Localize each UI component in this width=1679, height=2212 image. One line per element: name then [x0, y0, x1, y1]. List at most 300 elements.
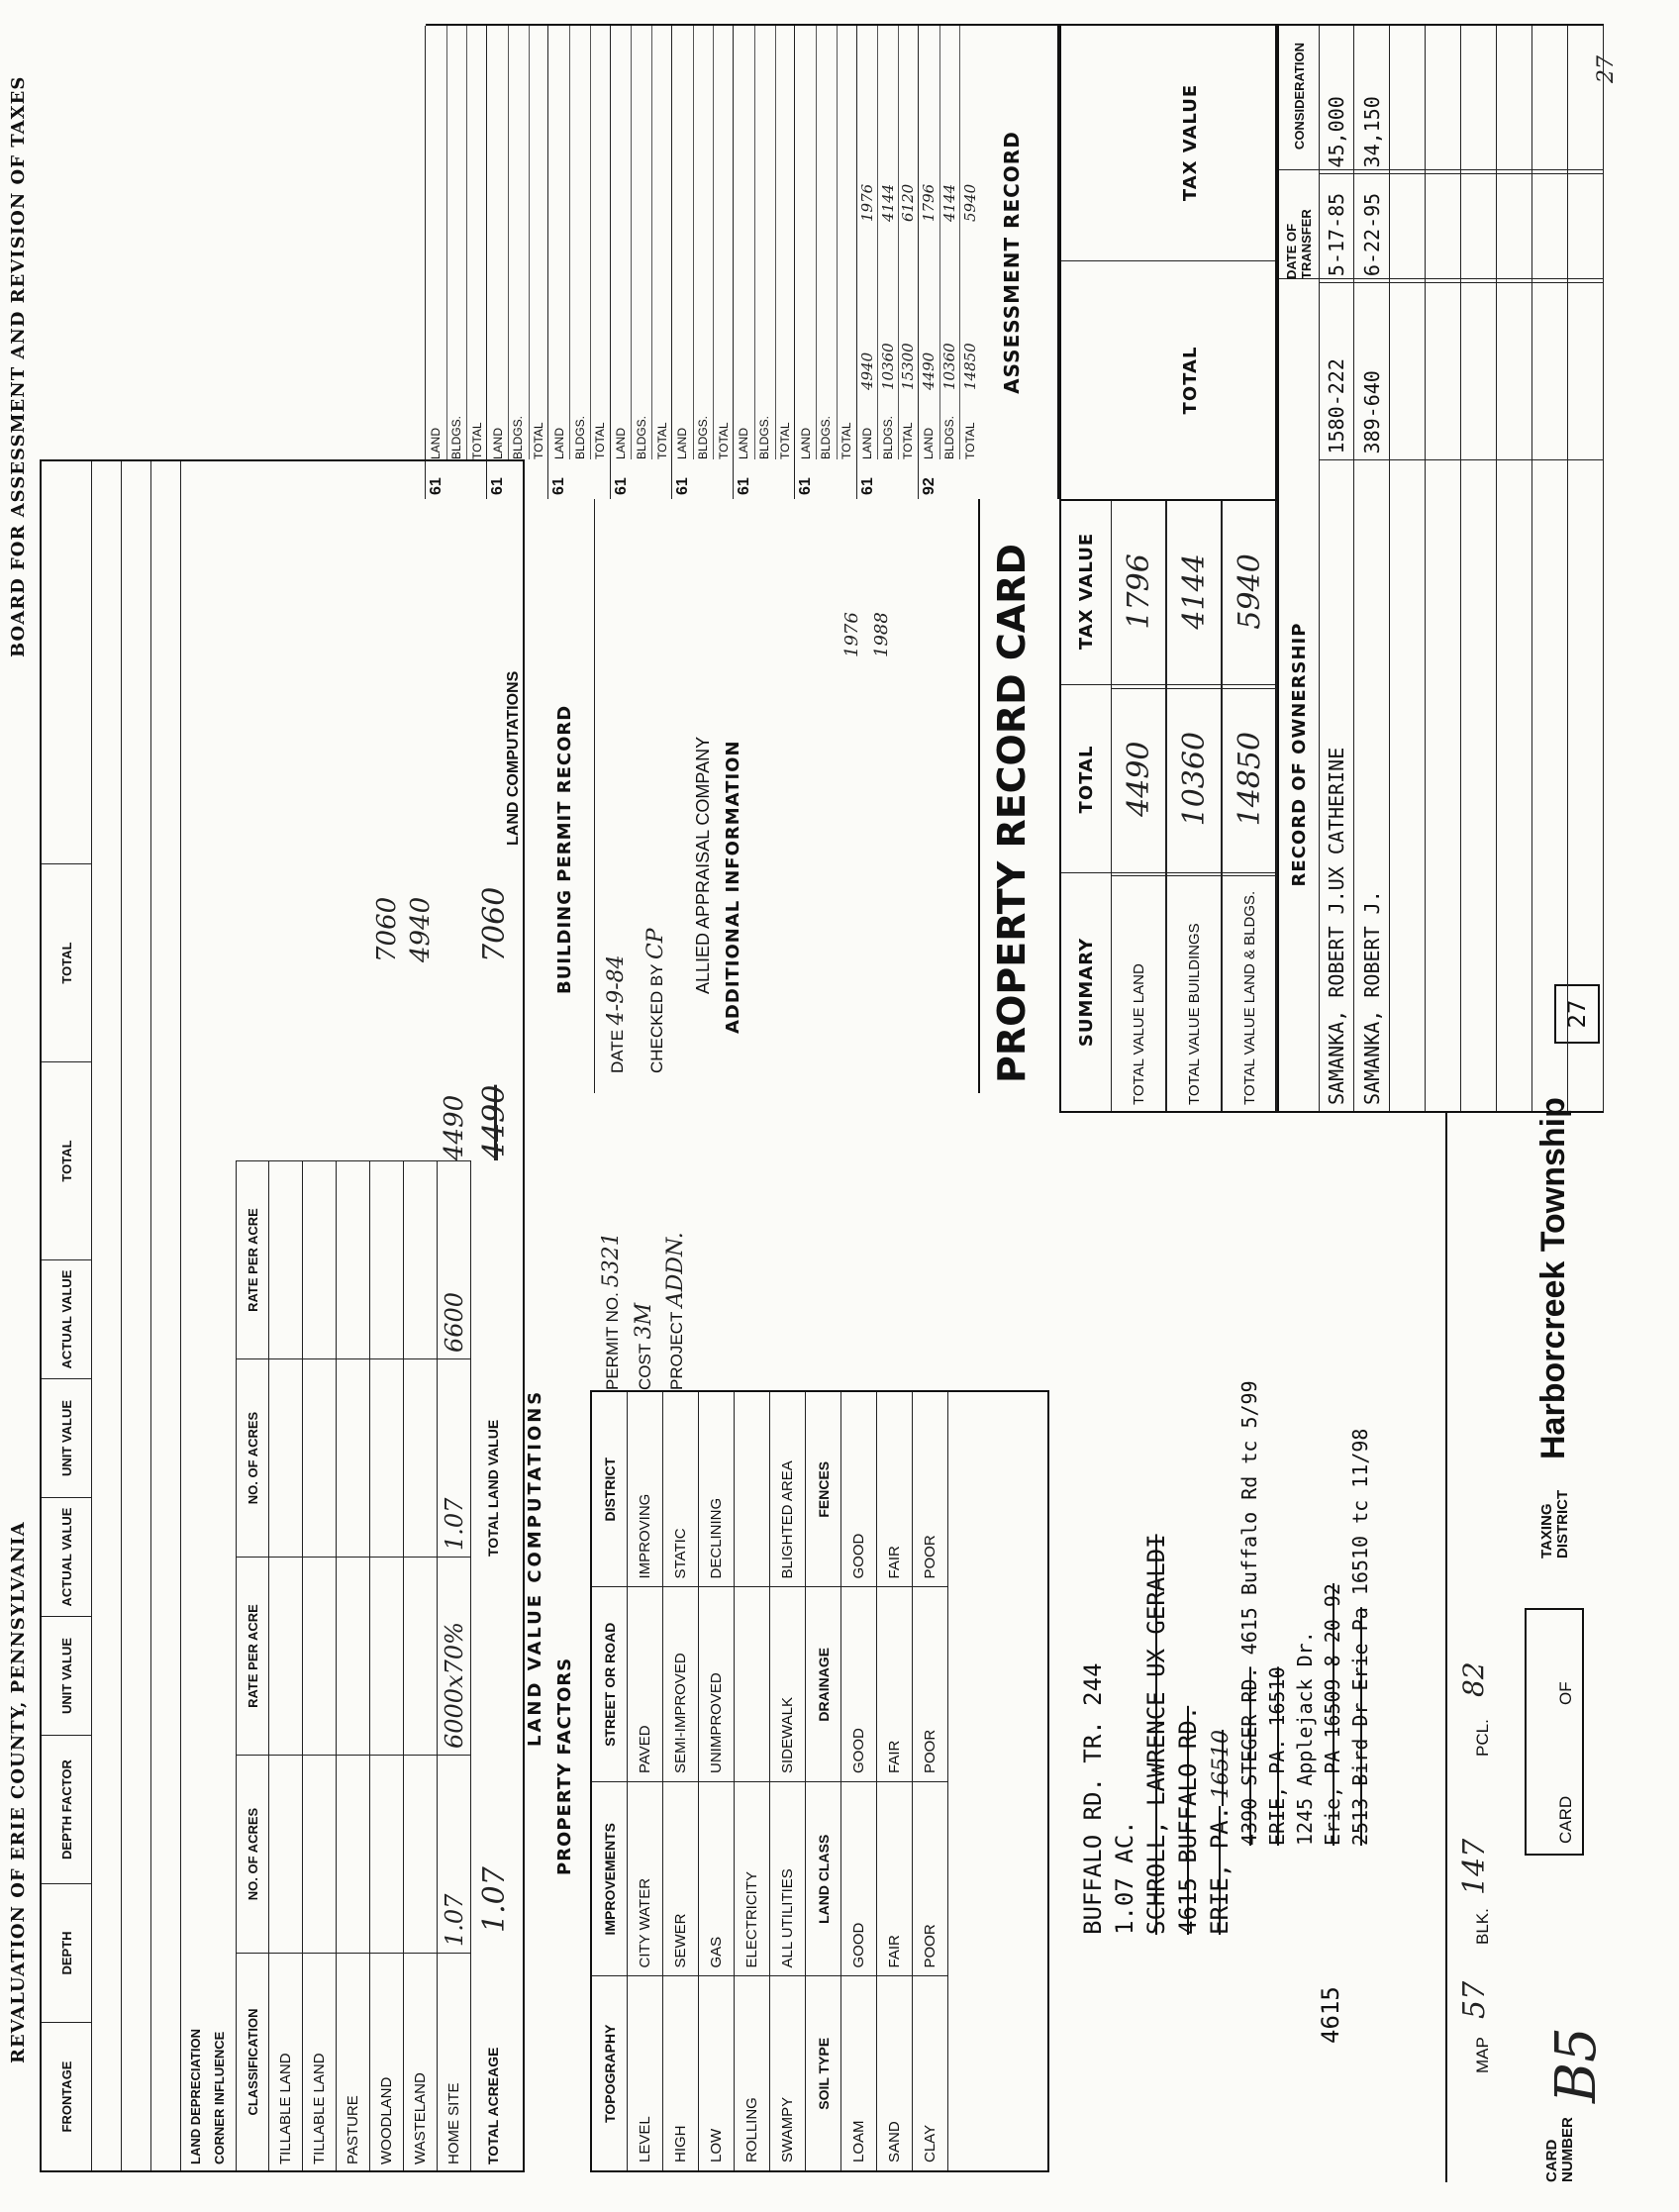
address-lines — [1079, 1123, 1376, 1935]
assessment-value: 4490 — [920, 352, 938, 390]
assessment-line-label: LAND — [551, 427, 566, 459]
acre-value — [269, 1160, 303, 1358]
assessment-tax: 1976 — [857, 183, 876, 222]
acre-value — [404, 1358, 438, 1557]
frontage-header: UNIT VALUE — [42, 1378, 91, 1497]
assessment-line-label: TOTAL — [654, 422, 669, 459]
pf-item: SIDEWALK — [770, 1587, 806, 1782]
address-subline — [1237, 1123, 1265, 1935]
consideration: 45,000 — [1325, 96, 1348, 168]
acre-row-label: HOME SITE — [438, 1953, 471, 2170]
assessment-line — [466, 26, 487, 459]
address-subline — [1321, 1123, 1348, 1935]
frontage-header: TOTAL — [42, 863, 91, 1061]
assessment-line-label: TOTAL — [777, 422, 792, 459]
assessment-line-label: TOTAL — [532, 422, 546, 459]
pf-header: STREET OR ROAD — [592, 1587, 628, 1782]
ownership-row — [1568, 26, 1604, 1111]
consideration — [1426, 26, 1460, 173]
summary-row-label: TOTAL VALUE BUILDINGS — [1167, 875, 1221, 1111]
consideration — [1390, 26, 1425, 173]
assessment-line-label: LAND — [614, 427, 629, 459]
assessment-line-label: BLDGS. — [757, 415, 772, 459]
assessment-year: 61 — [612, 477, 630, 495]
pf-header: IMPROVEMENTS — [592, 1781, 628, 1976]
acre-value: 1.07 — [438, 1358, 471, 1557]
ownership-row — [1354, 26, 1390, 1111]
land-computations-label: LAND COMPUTATIONS — [505, 670, 522, 846]
land-value-title: LAND VALUE COMPUTATIONS — [525, 1388, 545, 1747]
card-label: CARD — [1556, 1795, 1575, 1844]
deed-book — [1461, 282, 1496, 459]
summary-total-label: TOTAL — [1075, 745, 1097, 814]
address-line: 4615 BUFFALO RD. — [1174, 1705, 1202, 1935]
ownership-row — [1497, 26, 1532, 1111]
zip-note: 16510 — [1209, 1729, 1234, 1806]
assessment-year: 61 — [550, 477, 568, 495]
card-number-label: CARD NUMBER — [1543, 2117, 1576, 2182]
pf-item: LEVEL — [628, 1976, 663, 2171]
assessment-line-label: LAND — [798, 427, 813, 459]
assessment-line-label: TOTAL — [593, 422, 608, 459]
map-value: 57 — [1457, 1980, 1492, 2019]
acre-value — [303, 1160, 337, 1358]
pf-item: ALL UTILITIES — [770, 1781, 806, 1976]
pf-header: LAND CLASS — [806, 1781, 841, 1976]
assessment-tax: 6120 — [899, 183, 918, 222]
blk-label: BLK. — [1473, 1908, 1492, 1945]
assessment-rows — [426, 26, 980, 499]
additional-info-title: ADDITIONAL INFORMATION — [723, 740, 743, 1034]
pf-item: IMPROVING — [628, 1392, 663, 1587]
acre-total-2: 4940 — [406, 896, 436, 962]
deed-book: 1580-222 — [1320, 282, 1353, 459]
blk-value: 147 — [1457, 1838, 1492, 1895]
address-block — [1069, 1113, 1445, 2153]
pf-item: GOOD — [841, 1587, 877, 1782]
acre-value — [269, 1358, 303, 1557]
corner-mark: 27 — [1594, 55, 1619, 83]
acre-total-1: 4490 — [440, 1094, 469, 1160]
property-factors — [554, 1390, 1049, 2172]
pf-item: FAIR — [877, 1781, 913, 1976]
pf-item: SEMI-IMPROVED — [663, 1587, 699, 1782]
assessment-year: 92 — [920, 477, 938, 495]
assessment-line-label: LAND — [429, 427, 444, 459]
total-land-value-2: 7060 — [477, 886, 512, 962]
assessment-value: 10360 — [939, 343, 958, 390]
assessment-group — [486, 26, 548, 499]
frontage-header-row — [42, 461, 92, 2170]
land-depreciation-label: LAND DEPRECIATION — [188, 2029, 203, 2164]
consideration — [1461, 26, 1496, 173]
transfer-date: 6-22-95 — [1354, 173, 1389, 282]
assessment-line-label: LAND — [737, 427, 751, 459]
pf-item: GOOD — [841, 1392, 877, 1587]
acre-value: 6000x70% — [438, 1557, 471, 1755]
township-title: Harborcreek Township — [1534, 1097, 1572, 1459]
property-factors-title: PROPERTY FACTORS — [554, 1657, 575, 1875]
pf-item: CITY WATER — [628, 1781, 663, 1976]
summary-row — [1222, 501, 1277, 1111]
summary-tax: 1796 — [1121, 553, 1156, 630]
assessment-value: 4940 — [857, 352, 876, 390]
ownership-row — [1532, 26, 1568, 1111]
deed-book: 389-640 — [1354, 282, 1389, 459]
pf-header: TOPOGRAPHY — [592, 1976, 628, 2171]
deed-book — [1568, 282, 1603, 459]
pf-item: BLIGHTED AREA — [770, 1392, 806, 1587]
pf-item: FAIR — [877, 1587, 913, 1782]
summary-row — [1166, 501, 1222, 1111]
assessment-line — [795, 26, 817, 459]
acre-value — [337, 1755, 370, 1953]
acre-value — [404, 1755, 438, 1953]
deed-book — [1390, 282, 1425, 459]
acre-value — [370, 1557, 404, 1755]
acre-value — [303, 1358, 337, 1557]
transfer-date — [1390, 173, 1425, 282]
assessment-record — [426, 24, 1059, 499]
total-acreage-value: 1.07 — [477, 1866, 512, 1933]
consideration — [1532, 26, 1567, 173]
pf-item: POOR — [913, 1392, 948, 1587]
card-number-block — [1543, 2027, 1653, 2182]
pf-item: UNIMPROVED — [699, 1587, 735, 1782]
pf-item: DECLINING — [699, 1392, 735, 1587]
assessment-tax: 5940 — [960, 183, 979, 222]
summary-block — [1059, 499, 1277, 1113]
frontage-header: UNIT VALUE — [42, 1616, 91, 1735]
frontage-row-line — [150, 461, 151, 2170]
pf-item: LOAM — [841, 1976, 877, 2171]
assessment-title: ASSESSMENT RECORD — [1000, 131, 1024, 394]
corner-influence-label: CORNER INFLUENCE — [212, 2031, 227, 2164]
pf-columns — [592, 1392, 1047, 2170]
address-subline-note: 4615 Buffalo Rd tc 5/99 — [1237, 1380, 1261, 1667]
frontage-row-line — [121, 461, 122, 2170]
total-acreage-label: TOTAL ACREAGE — [485, 2047, 501, 2164]
pf-header: FENCES — [806, 1392, 841, 1587]
taxing-district-label: TAXING DISTRICT — [1538, 1489, 1571, 1558]
pf-item: STATIC — [663, 1392, 699, 1587]
assessment-line — [508, 26, 530, 459]
acre-value — [370, 1358, 404, 1557]
consideration — [1497, 26, 1531, 173]
ownership-row — [1319, 26, 1354, 1111]
assessment-line — [816, 26, 838, 459]
page-number: 27 — [1563, 999, 1591, 1029]
pf-item: LOW — [699, 1976, 735, 2171]
transfer-date — [1426, 173, 1460, 282]
assessment-line — [754, 26, 776, 459]
project-label: PROJECT ADDN. — [663, 1232, 688, 1390]
deed-book — [1497, 282, 1531, 459]
assessment-line-label: TOTAL — [840, 422, 854, 459]
acre-header: NO. OF ACRES — [236, 1755, 269, 1953]
summary-row — [1111, 501, 1166, 1111]
footer-right: BOARD FOR ASSESSMENT AND REVISION OF TAXES — [8, 75, 29, 657]
map-label: MAP — [1473, 2037, 1492, 2073]
assessment-tax: 4144 — [939, 183, 958, 222]
pf-item: GOOD — [841, 1781, 877, 1976]
acre-value — [370, 1160, 404, 1358]
acre-value — [303, 1557, 337, 1755]
assessment-value: 10360 — [878, 343, 897, 390]
frontage-header: DEPTH — [42, 1883, 91, 2022]
assessment-line-label: BLDGS. — [511, 415, 526, 459]
address-subline-text: Erie, PA 16509 8-20-92 — [1321, 1583, 1344, 1846]
assessment-line-label: LAND — [675, 427, 690, 459]
assessment-line — [898, 26, 919, 459]
ownership-table — [1277, 24, 1604, 1113]
acre-row-label: WASTELAND — [404, 1953, 438, 2170]
assessment-value: 14850 — [960, 343, 979, 390]
of-label: OF — [1556, 1681, 1575, 1705]
land-value-title-block — [525, 855, 545, 1747]
acre-row-label: TILLABLE LAND — [269, 1953, 303, 2170]
property-factors-grid — [590, 1390, 1049, 2172]
owner-name: SAMANKA, ROBERT J.UX CATHERINE — [1320, 459, 1353, 1111]
acre-header: RATE PER ACRE — [236, 1557, 269, 1755]
assessment-tax: 4144 — [878, 183, 897, 222]
summary-rows — [1111, 501, 1277, 1111]
owner-name — [1426, 459, 1460, 1111]
transfer-date — [1497, 173, 1531, 282]
owner-name — [1532, 459, 1567, 1111]
building-permit — [554, 499, 693, 1390]
owner-name — [1568, 459, 1603, 1111]
assessment-line — [919, 26, 940, 459]
acre-header: NO. OF ACRES — [236, 1358, 269, 1557]
owner-name — [1390, 459, 1425, 1111]
transfer-date — [1532, 173, 1567, 282]
transfer-date: 5-17-85 — [1320, 173, 1353, 282]
assessment-line-label: BLDGS. — [880, 415, 895, 459]
transfer-date — [1461, 173, 1496, 282]
owner-name: SAMANKA, ROBERT J. — [1354, 459, 1389, 1111]
assessment-line — [672, 26, 694, 459]
acre-header: RATE PER ACRE — [236, 1160, 269, 1358]
assessment-tax: 1796 — [920, 183, 938, 222]
assessment-tax-label: TAX VALUE — [1180, 83, 1201, 202]
ownership-row — [1390, 26, 1426, 1111]
consideration: 34,150 — [1359, 96, 1384, 168]
summary-right-cols — [1059, 24, 1277, 499]
address-subline-text: ERIE, PA. 16510 — [1265, 1666, 1289, 1846]
assessment-group — [425, 26, 487, 499]
assessment-year: 61 — [858, 477, 876, 495]
address-subline-text: 1245 Applejack Dr. — [1293, 1631, 1317, 1846]
property-record-card-title: PROPERTY RECORD CARD — [990, 544, 1034, 1083]
acre-value: 1.07 — [438, 1755, 471, 1953]
summary-title: SUMMARY — [1075, 937, 1097, 1048]
assessment-line-label: LAND — [490, 427, 505, 459]
assessment-line — [426, 26, 447, 459]
pf-header: DRAINAGE — [806, 1587, 841, 1782]
pcl-label: PCL. — [1473, 1719, 1492, 1757]
assessment-year: 61 — [489, 477, 507, 495]
ownership-row — [1426, 26, 1461, 1111]
assessment-year: 61 — [673, 477, 691, 495]
checked-label: CHECKED BY CP — [643, 928, 668, 1073]
summary-tax-label: TAX VALUE — [1075, 532, 1097, 651]
assessment-line — [857, 26, 879, 459]
pcl-value: 82 — [1457, 1661, 1490, 1697]
assessment-line — [548, 26, 570, 459]
deed-book — [1426, 282, 1460, 459]
assessment-line — [939, 26, 961, 459]
assessment-line-label: TOTAL — [469, 422, 484, 459]
summary-total: 10360 — [1167, 688, 1221, 875]
allied-company: ALLIED APPRAISAL COMPANY — [693, 736, 713, 994]
assessment-group — [671, 26, 734, 499]
acre-value: 6600 — [438, 1160, 471, 1358]
summary-total: 14850 — [1223, 688, 1276, 875]
assessment-line-label: BLDGS. — [449, 415, 464, 459]
acre-value — [404, 1160, 438, 1358]
acre-value — [337, 1557, 370, 1755]
assessment-line — [569, 26, 591, 459]
assessment-line-label: TOTAL — [962, 422, 977, 459]
pf-header: DISTRICT — [592, 1392, 628, 1587]
frontage-row-line — [180, 461, 181, 2170]
additional-note-1: 1976 — [841, 612, 862, 657]
address-line: BUFFALO RD. TR. 244 — [1079, 1662, 1107, 1935]
assessment-line — [611, 26, 633, 459]
frontage-header: ACTUAL VALUE — [42, 1259, 91, 1378]
address-subline-text: 4390 STEGER RD. — [1237, 1666, 1261, 1846]
summary-table — [1277, 24, 1278, 1113]
acre-value — [303, 1755, 337, 1953]
acre-value — [404, 1557, 438, 1755]
assessment-line — [631, 26, 652, 459]
assessment-line-label: BLDGS. — [572, 415, 587, 459]
assessment-line — [837, 26, 857, 459]
summary-row-label: TOTAL VALUE LAND & BLDGS. — [1223, 875, 1276, 1111]
assessment-line-label: TOTAL — [901, 422, 916, 459]
ownership-title: RECORD OF OWNERSHIP — [1288, 622, 1310, 887]
assessment-line — [713, 26, 734, 459]
acre-value — [337, 1358, 370, 1557]
acre-row-label: PASTURE — [337, 1953, 370, 2170]
assessment-line — [487, 26, 509, 459]
assessment-group — [794, 26, 856, 499]
address-subline — [1293, 1123, 1321, 1935]
acre-value — [370, 1755, 404, 1953]
card-number-value: B5 — [1544, 2027, 1609, 2103]
address-subline-text: 2513 Bird Dr Erie Pa — [1348, 1607, 1372, 1846]
pf-item: POOR — [913, 1781, 948, 1976]
acre-row-label: TILLABLE LAND — [303, 1953, 337, 2170]
pf-item — [735, 1392, 770, 1587]
assessment-line — [775, 26, 796, 459]
pf-item: GAS — [699, 1781, 735, 1976]
summary-row-label: TOTAL VALUE LAND — [1112, 875, 1165, 1111]
card-of-box — [1525, 1608, 1584, 1856]
address-line: ERIE, PA. 16510 — [1206, 1729, 1234, 1935]
date-label: DATE 4-9-84 — [604, 955, 629, 1073]
assessment-line-label: LAND — [859, 427, 874, 459]
assessment-year: 61 — [797, 477, 815, 495]
footer-left: REVALUATION OF ERIE COUNTY, PENNSYLVANIA — [8, 1521, 29, 2063]
total-land-value-1: 4490 — [477, 1084, 512, 1160]
summary-tax: 4144 — [1176, 553, 1212, 630]
assessment-group — [918, 26, 980, 499]
assessment-line — [734, 26, 755, 459]
assessment-group — [856, 26, 919, 499]
assessment-line — [959, 26, 980, 459]
assessment-line-label: LAND — [922, 427, 937, 459]
acre-total-2: 7060 — [372, 896, 402, 962]
consideration-label: CONSIDERATION — [1291, 42, 1307, 151]
permit-label: PERMIT NO. 5321 — [599, 1232, 624, 1390]
transfer-date — [1568, 173, 1603, 282]
address-subline-note: 16510 tc 11/98 — [1348, 1428, 1372, 1608]
pf-item: FAIR — [877, 1392, 913, 1587]
land-value-grid — [40, 459, 525, 2172]
pf-item: SWAMPY — [770, 1976, 806, 2171]
pf-item: ELECTRICITY — [735, 1781, 770, 1976]
address-line: 1.07 AC. — [1111, 1820, 1138, 1935]
assessment-line-label: BLDGS. — [819, 415, 834, 459]
frontage-header: DEPTH FACTOR — [42, 1735, 91, 1883]
summary-tax: 5940 — [1232, 553, 1267, 630]
additional-info — [723, 499, 980, 1093]
owner-name — [1497, 459, 1531, 1111]
house-number: 4615 — [1317, 1986, 1344, 2044]
pf-item: CLAY — [913, 1976, 948, 2171]
deed-book — [1532, 282, 1567, 459]
assessment-line — [446, 26, 468, 459]
assessment-line-label: TOTAL — [716, 422, 731, 459]
additional-note-2: 1988 — [871, 612, 892, 657]
pf-item: PAVED — [628, 1587, 663, 1782]
summary-total: 4490 — [1112, 688, 1165, 875]
assessment-line — [651, 26, 672, 459]
address-subline — [1348, 1123, 1376, 1935]
acre-header: CLASSIFICATION — [236, 1953, 269, 2170]
acre-value — [337, 1160, 370, 1358]
assessment-line — [877, 26, 899, 459]
assessment-year: 61 — [736, 477, 753, 495]
assessment-total-label: TOTAL — [1180, 346, 1201, 415]
address-line: SCHROLL, LAWRENCE UX GERALDI — [1142, 1534, 1170, 1935]
pf-item: SAND — [877, 1976, 913, 2171]
assessment-value: 15300 — [899, 343, 918, 390]
address-subline — [1265, 1123, 1293, 1935]
assessment-line — [693, 26, 715, 459]
assessment-line — [529, 26, 549, 459]
consideration — [1568, 26, 1603, 173]
building-permit-title: BUILDING PERMIT RECORD — [554, 704, 575, 994]
ownership-rows — [1319, 26, 1604, 1111]
acre-row-label: WOODLAND — [370, 1953, 404, 2170]
acre-value — [269, 1755, 303, 1953]
pf-item: HIGH — [663, 1976, 699, 2171]
owner-name — [1461, 459, 1496, 1111]
pf-item — [735, 1587, 770, 1782]
pf-item: SEWER — [663, 1781, 699, 1976]
ownership-row — [1461, 26, 1497, 1111]
assessment-group — [733, 26, 795, 499]
frontage-header: ACTUAL VALUE — [42, 1497, 91, 1616]
assessment-line-label: BLDGS. — [941, 415, 956, 459]
pf-item: POOR — [913, 1587, 948, 1782]
assessment-line — [590, 26, 611, 459]
acre-value — [269, 1557, 303, 1755]
frontage-header: FRONTAGE — [42, 2022, 91, 2170]
